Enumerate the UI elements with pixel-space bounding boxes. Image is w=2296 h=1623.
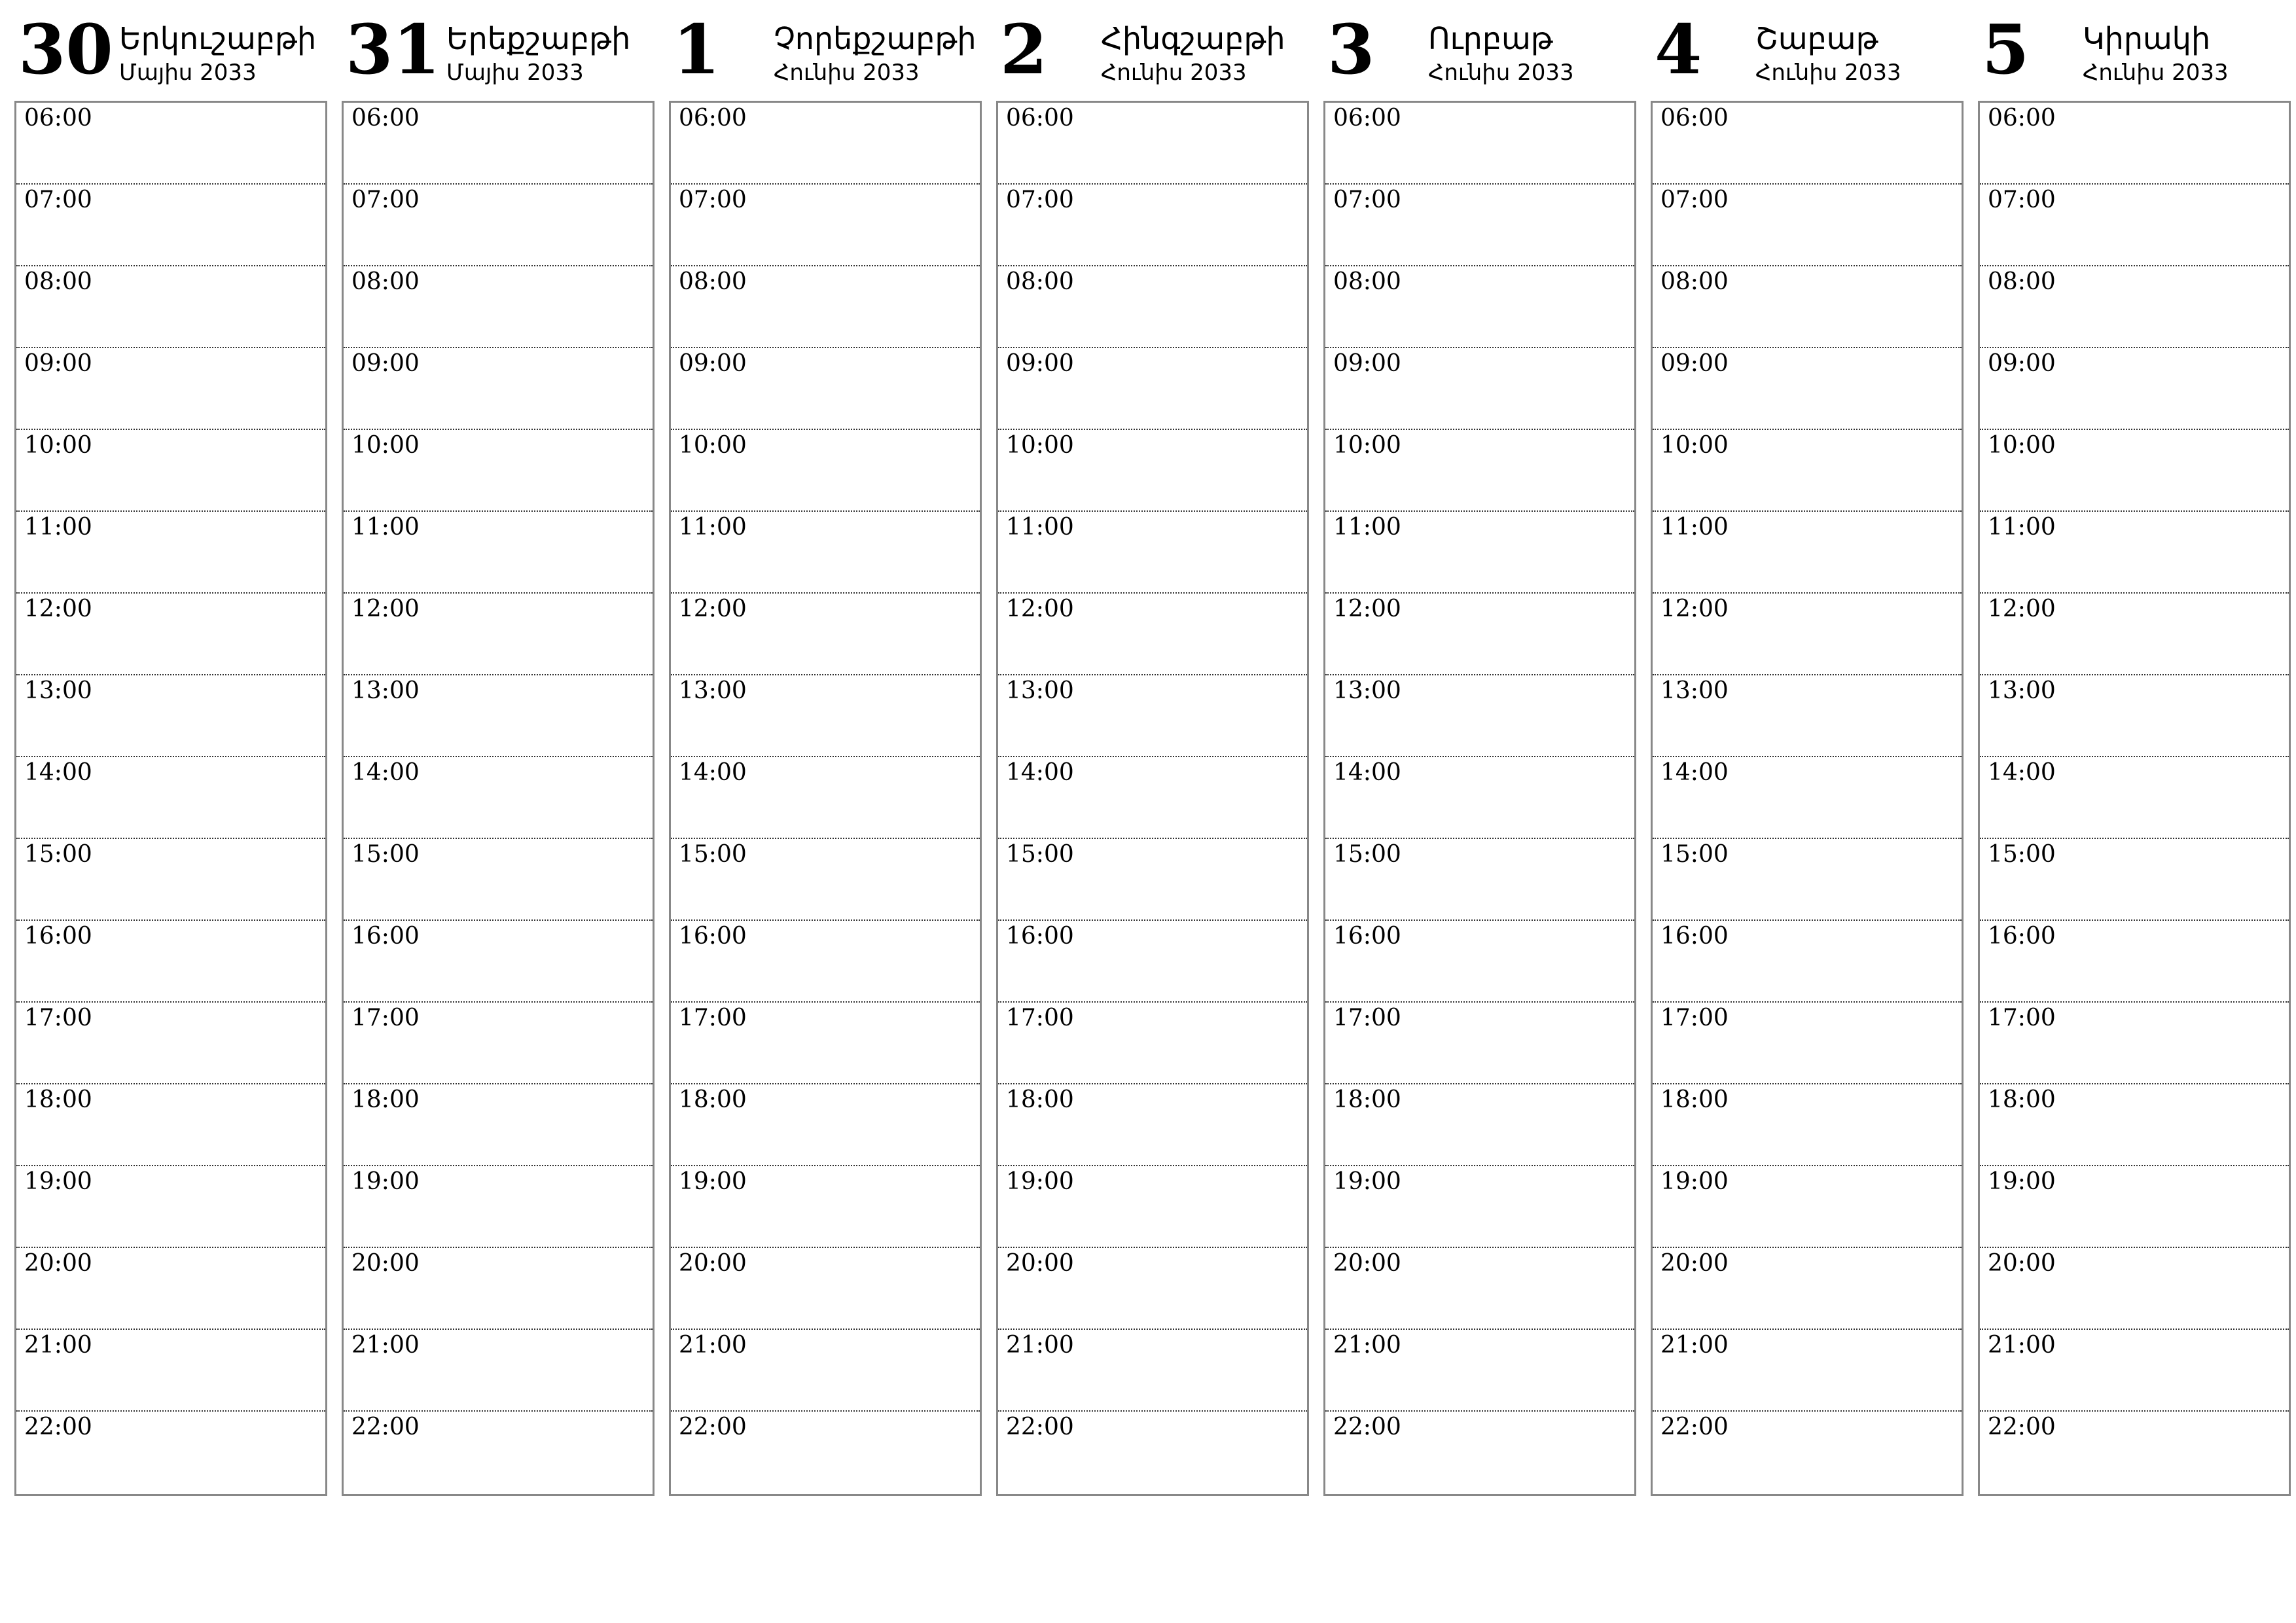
time-slot: [344, 1248, 653, 1330]
time-slot: [998, 1003, 1307, 1084]
time-label: 12:00: [24, 596, 92, 622]
day-number: 1: [673, 9, 721, 90]
time-label: 09:00: [24, 350, 92, 377]
time-slot: [16, 839, 325, 921]
time-slot: [344, 1003, 653, 1084]
time-label: 15:00: [351, 841, 420, 868]
time-label: 22:00: [351, 1414, 420, 1440]
time-slot: [1980, 1248, 2289, 1330]
time-label: 11:00: [1333, 514, 1401, 541]
time-label: 15:00: [24, 841, 92, 868]
time-label: 09:00: [679, 350, 747, 377]
time-label: 21:00: [24, 1332, 92, 1359]
day-schedule-box: [1978, 101, 2291, 1496]
time-label: 16:00: [679, 923, 747, 950]
time-slot: [1980, 594, 2289, 675]
day-schedule-box: [669, 101, 982, 1496]
day-column: [1978, 9, 2291, 1496]
time-slot: [1980, 839, 2289, 921]
time-slot: [344, 430, 653, 512]
time-slot: [1980, 675, 2289, 757]
time-label: 20:00: [1660, 1250, 1729, 1277]
time-label: 09:00: [351, 350, 420, 377]
time-label: 21:00: [1988, 1332, 2056, 1359]
time-slot: [1653, 757, 1962, 839]
time-label: 12:00: [679, 596, 747, 622]
time-label: 11:00: [679, 514, 747, 541]
time-label: 12:00: [351, 596, 420, 622]
time-label: 22:00: [1660, 1414, 1729, 1440]
time-slot: [16, 921, 325, 1003]
time-slot: [1653, 1248, 1962, 1330]
time-slot: [1325, 1084, 1634, 1166]
weekday-name: Երեքշաբթի: [446, 21, 631, 56]
time-slot: [1653, 921, 1962, 1003]
time-slot: [998, 430, 1307, 512]
time-label: 15:00: [1006, 841, 1074, 868]
time-label: 11:00: [1660, 514, 1729, 541]
time-label: 07:00: [24, 187, 92, 213]
weekly-planner: [14, 9, 2283, 1496]
time-slot: [671, 512, 980, 594]
time-label: 10:00: [1988, 432, 2056, 459]
day-number: 3: [1327, 9, 1375, 90]
time-label: 07:00: [679, 187, 747, 213]
time-label: 20:00: [1006, 1250, 1074, 1277]
time-label: 21:00: [679, 1332, 747, 1359]
time-slot: [344, 839, 653, 921]
time-slot: [344, 1166, 653, 1248]
weekday-name: Երկուշաբթի: [119, 21, 317, 56]
time-slot: [1653, 512, 1962, 594]
time-label: 21:00: [1006, 1332, 1074, 1359]
day-column: [14, 9, 327, 1496]
time-slot: [1653, 1084, 1962, 1166]
time-label: 18:00: [351, 1086, 420, 1113]
time-slot: [1325, 266, 1634, 348]
time-label: 20:00: [351, 1250, 420, 1277]
time-slot: [344, 921, 653, 1003]
time-label: 13:00: [351, 677, 420, 704]
time-label: 16:00: [1333, 923, 1401, 950]
time-slot: [671, 1330, 980, 1412]
time-label: 19:00: [1333, 1168, 1401, 1195]
day-column: [996, 9, 1309, 1496]
time-slot: [671, 430, 980, 512]
time-label: 17:00: [1006, 1005, 1074, 1031]
time-label: 19:00: [24, 1168, 92, 1195]
time-slot: [1325, 1166, 1634, 1248]
time-slot: [1980, 1330, 2289, 1412]
time-slot: [16, 594, 325, 675]
time-slot: [1325, 348, 1634, 430]
time-slot: [671, 675, 980, 757]
day-header: [669, 9, 982, 101]
time-slot: [671, 921, 980, 1003]
weekday-name: Ուրբաթ: [1428, 21, 1553, 56]
time-slot: [1653, 1330, 1962, 1412]
time-label: 14:00: [24, 759, 92, 786]
time-slot: [1653, 1003, 1962, 1084]
time-label: 10:00: [1660, 432, 1729, 459]
time-label: 13:00: [1988, 677, 2056, 704]
time-label: 13:00: [24, 677, 92, 704]
time-label: 19:00: [1988, 1168, 2056, 1195]
time-slot: [1980, 1003, 2289, 1084]
time-slot: [16, 1412, 325, 1493]
time-label: 19:00: [1660, 1168, 1729, 1195]
time-label: 10:00: [24, 432, 92, 459]
time-label: 10:00: [351, 432, 420, 459]
time-slot: [16, 185, 325, 266]
day-number: 2: [1000, 9, 1048, 90]
time-label: 07:00: [1333, 187, 1401, 213]
time-slot: [671, 348, 980, 430]
weekday-name: Հինգշաբթի: [1101, 21, 1285, 56]
time-slot: [1325, 185, 1634, 266]
time-slot: [1653, 348, 1962, 430]
time-label: 20:00: [1988, 1250, 2056, 1277]
time-slot: [1325, 1003, 1634, 1084]
time-label: 20:00: [1333, 1250, 1401, 1277]
time-label: 12:00: [1333, 596, 1401, 622]
time-label: 21:00: [351, 1332, 420, 1359]
time-slot: [344, 757, 653, 839]
time-slot: [16, 512, 325, 594]
time-slot: [998, 512, 1307, 594]
time-label: 14:00: [1006, 759, 1074, 786]
time-label: 13:00: [1006, 677, 1074, 704]
time-label: 21:00: [1660, 1332, 1729, 1359]
time-slot: [16, 1084, 325, 1166]
time-slot: [1980, 185, 2289, 266]
day-number: 30: [18, 9, 113, 90]
month-year: Հունիս 2033: [1755, 60, 1901, 86]
time-slot: [344, 185, 653, 266]
time-slot: [1325, 1330, 1634, 1412]
time-slot: [998, 348, 1307, 430]
time-slot: [344, 1330, 653, 1412]
month-year: Մայիս 2033: [446, 60, 584, 86]
month-year: Հունիս 2033: [2083, 60, 2229, 86]
time-label: 16:00: [24, 923, 92, 950]
time-slot: [1980, 348, 2289, 430]
time-slot: [671, 1248, 980, 1330]
time-slot: [16, 430, 325, 512]
time-slot: [671, 1412, 980, 1493]
time-slot: [998, 266, 1307, 348]
time-label: 22:00: [679, 1414, 747, 1440]
time-slot: [998, 1412, 1307, 1493]
time-slot: [344, 594, 653, 675]
time-label: 10:00: [679, 432, 747, 459]
time-slot: [1325, 839, 1634, 921]
day-header: [1651, 9, 1964, 101]
time-slot: [1653, 675, 1962, 757]
time-slot: [16, 103, 325, 185]
time-slot: [1653, 594, 1962, 675]
time-label: 15:00: [1660, 841, 1729, 868]
time-slot: [1653, 103, 1962, 185]
time-slot: [16, 675, 325, 757]
time-label: 08:00: [679, 268, 747, 295]
time-label: 07:00: [1006, 187, 1074, 213]
time-slot: [16, 266, 325, 348]
time-label: 18:00: [1660, 1086, 1729, 1113]
time-label: 18:00: [1333, 1086, 1401, 1113]
time-label: 06:00: [1660, 105, 1729, 132]
time-label: 15:00: [1333, 841, 1401, 868]
day-number: 31: [346, 9, 440, 90]
time-label: 22:00: [1333, 1414, 1401, 1440]
day-number: 5: [1982, 9, 2030, 90]
time-slot: [998, 594, 1307, 675]
time-label: 14:00: [351, 759, 420, 786]
time-slot: [1325, 921, 1634, 1003]
time-label: 16:00: [1006, 923, 1074, 950]
time-label: 16:00: [1660, 923, 1729, 950]
time-slot: [1325, 1248, 1634, 1330]
time-slot: [1653, 266, 1962, 348]
time-label: 11:00: [351, 514, 420, 541]
time-slot: [16, 1003, 325, 1084]
time-label: 06:00: [1006, 105, 1074, 132]
time-label: 06:00: [24, 105, 92, 132]
time-label: 06:00: [1333, 105, 1401, 132]
time-slot: [671, 839, 980, 921]
time-slot: [671, 103, 980, 185]
time-label: 08:00: [351, 268, 420, 295]
day-header: [1323, 9, 1636, 101]
time-slot: [16, 1166, 325, 1248]
time-slot: [16, 757, 325, 839]
month-year: Հունիս 2033: [774, 60, 920, 86]
time-label: 20:00: [679, 1250, 747, 1277]
month-year: Հունիս 2033: [1101, 60, 1247, 86]
time-slot: [1653, 1412, 1962, 1493]
time-label: 19:00: [679, 1168, 747, 1195]
time-label: 17:00: [24, 1005, 92, 1031]
time-slot: [1325, 757, 1634, 839]
time-slot: [998, 675, 1307, 757]
time-label: 22:00: [1988, 1414, 2056, 1440]
time-label: 11:00: [1006, 514, 1074, 541]
day-schedule-box: [342, 101, 655, 1496]
time-label: 17:00: [679, 1005, 747, 1031]
time-label: 13:00: [679, 677, 747, 704]
day-column: [1651, 9, 1964, 1496]
time-label: 12:00: [1988, 596, 2056, 622]
time-slot: [344, 1084, 653, 1166]
day-schedule-box: [1651, 101, 1964, 1496]
time-label: 19:00: [1006, 1168, 1074, 1195]
time-label: 09:00: [1333, 350, 1401, 377]
time-label: 10:00: [1006, 432, 1074, 459]
time-label: 17:00: [1660, 1005, 1729, 1031]
time-label: 06:00: [1988, 105, 2056, 132]
time-slot: [671, 266, 980, 348]
time-slot: [998, 185, 1307, 266]
time-slot: [998, 921, 1307, 1003]
time-slot: [344, 348, 653, 430]
time-label: 22:00: [24, 1414, 92, 1440]
weekday-name: Շաբաթ: [1755, 21, 1878, 56]
time-label: 08:00: [1006, 268, 1074, 295]
time-slot: [671, 594, 980, 675]
time-label: 08:00: [1988, 268, 2056, 295]
time-slot: [1325, 512, 1634, 594]
time-label: 11:00: [1988, 514, 2056, 541]
time-label: 16:00: [1988, 923, 2056, 950]
time-label: 09:00: [1988, 350, 2056, 377]
time-slot: [1980, 1412, 2289, 1493]
time-label: 18:00: [1006, 1086, 1074, 1113]
time-label: 10:00: [1333, 432, 1401, 459]
time-label: 13:00: [1660, 677, 1729, 704]
time-label: 15:00: [1988, 841, 2056, 868]
time-label: 09:00: [1660, 350, 1729, 377]
time-slot: [671, 1166, 980, 1248]
time-slot: [1325, 594, 1634, 675]
time-slot: [998, 103, 1307, 185]
day-column: [1323, 9, 1636, 1496]
time-slot: [16, 348, 325, 430]
time-slot: [344, 1412, 653, 1493]
day-schedule-box: [14, 101, 327, 1496]
weekday-name: Չորեքշաբթի: [774, 21, 977, 56]
time-label: 19:00: [351, 1168, 420, 1195]
time-label: 21:00: [1333, 1332, 1401, 1359]
time-slot: [1980, 103, 2289, 185]
time-slot: [1980, 921, 2289, 1003]
time-label: 17:00: [351, 1005, 420, 1031]
time-label: 18:00: [1988, 1086, 2056, 1113]
time-label: 07:00: [351, 187, 420, 213]
time-slot: [671, 1003, 980, 1084]
time-label: 22:00: [1006, 1414, 1074, 1440]
time-slot: [1980, 1166, 2289, 1248]
time-slot: [1980, 757, 2289, 839]
time-label: 07:00: [1988, 187, 2056, 213]
day-schedule-box: [996, 101, 1309, 1496]
time-slot: [671, 757, 980, 839]
time-label: 17:00: [1333, 1005, 1401, 1031]
time-slot: [1980, 430, 2289, 512]
time-label: 16:00: [351, 923, 420, 950]
time-slot: [16, 1330, 325, 1412]
time-label: 07:00: [1660, 187, 1729, 213]
time-label: 11:00: [24, 514, 92, 541]
time-slot: [671, 1084, 980, 1166]
time-slot: [1325, 675, 1634, 757]
time-slot: [998, 1248, 1307, 1330]
day-column: [669, 9, 982, 1496]
time-label: 08:00: [1333, 268, 1401, 295]
time-slot: [1653, 839, 1962, 921]
day-number: 4: [1655, 9, 1702, 90]
day-schedule-box: [1323, 101, 1636, 1496]
time-slot: [1980, 512, 2289, 594]
time-slot: [344, 675, 653, 757]
time-label: 17:00: [1988, 1005, 2056, 1031]
time-slot: [1325, 1412, 1634, 1493]
time-label: 06:00: [351, 105, 420, 132]
time-label: 14:00: [679, 759, 747, 786]
time-slot: [1325, 103, 1634, 185]
time-slot: [344, 103, 653, 185]
day-header: [996, 9, 1309, 101]
time-slot: [16, 1248, 325, 1330]
time-label: 06:00: [679, 105, 747, 132]
time-label: 15:00: [679, 841, 747, 868]
time-slot: [671, 185, 980, 266]
time-slot: [998, 1166, 1307, 1248]
day-column: [342, 9, 655, 1496]
time-label: 14:00: [1660, 759, 1729, 786]
time-label: 20:00: [24, 1250, 92, 1277]
time-slot: [998, 839, 1307, 921]
day-header: [342, 9, 655, 101]
time-slot: [1653, 185, 1962, 266]
time-label: 13:00: [1333, 677, 1401, 704]
time-slot: [998, 1084, 1307, 1166]
time-slot: [1653, 1166, 1962, 1248]
time-slot: [998, 1330, 1307, 1412]
time-label: 18:00: [679, 1086, 747, 1113]
day-header: [1978, 9, 2291, 101]
time-label: 14:00: [1333, 759, 1401, 786]
time-slot: [1980, 266, 2289, 348]
time-slot: [1653, 430, 1962, 512]
time-label: 12:00: [1660, 596, 1729, 622]
time-slot: [1325, 430, 1634, 512]
time-label: 09:00: [1006, 350, 1074, 377]
time-label: 14:00: [1988, 759, 2056, 786]
time-slot: [1980, 1084, 2289, 1166]
weekday-name: Կիրակի: [2083, 21, 2211, 56]
month-year: Մայիս 2033: [119, 60, 257, 86]
time-slot: [344, 266, 653, 348]
time-label: 12:00: [1006, 596, 1074, 622]
day-header: [14, 9, 327, 101]
month-year: Հունիս 2033: [1428, 60, 1574, 86]
time-label: 18:00: [24, 1086, 92, 1113]
time-label: 08:00: [24, 268, 92, 295]
time-slot: [344, 512, 653, 594]
time-label: 08:00: [1660, 268, 1729, 295]
time-slot: [998, 757, 1307, 839]
